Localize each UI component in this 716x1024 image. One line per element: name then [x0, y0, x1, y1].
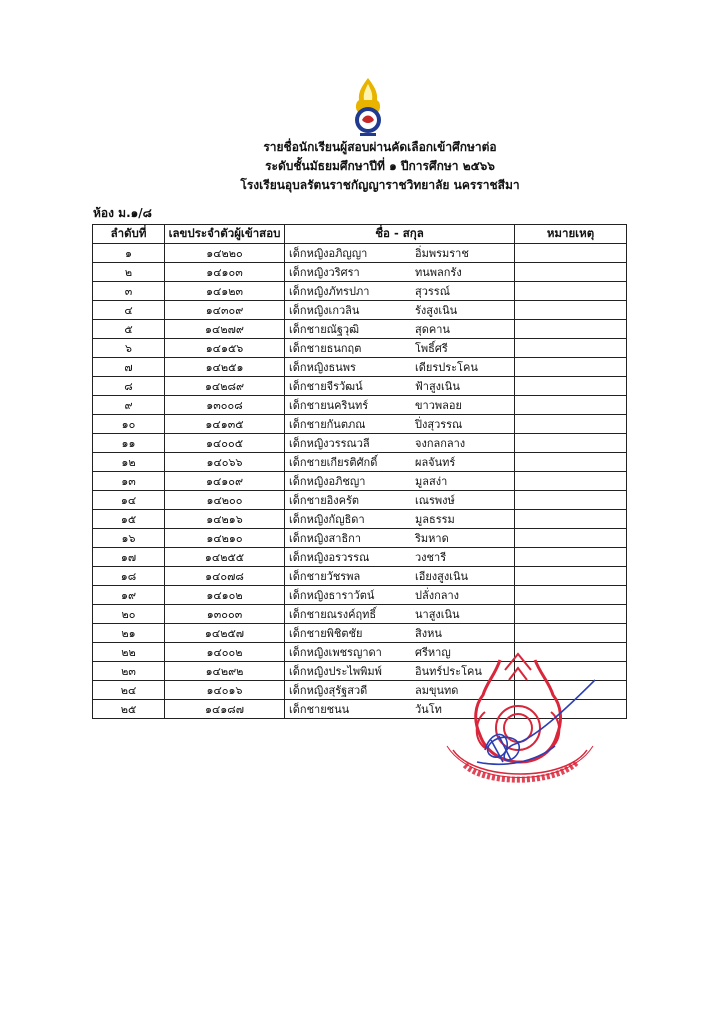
row-remark: [515, 529, 627, 548]
row-no: ๒๓: [93, 662, 165, 681]
table-row: [93, 282, 627, 301]
table-row: [93, 681, 627, 700]
row-no: ๙: [93, 396, 165, 415]
row-remark: [515, 415, 627, 434]
row-exam-id: ๑๔๒๗๙: [165, 320, 285, 339]
row-name: [285, 529, 515, 548]
row-name: [285, 662, 515, 681]
row-no: ๒๑: [93, 624, 165, 643]
table-row: [93, 529, 627, 548]
table-row: [93, 320, 627, 339]
row-name: [285, 377, 515, 396]
row-remark: [515, 681, 627, 700]
row-first-name: เด็กชายอิงครัต: [289, 494, 360, 507]
row-name: [285, 301, 515, 320]
table-row: [93, 339, 627, 358]
row-name: [285, 567, 515, 586]
row-first-name: เด็กชายนครินทร์: [289, 399, 369, 412]
row-last-name: มูลสง่า: [415, 475, 448, 488]
row-no: ๑๔: [93, 491, 165, 510]
row-remark: [515, 624, 627, 643]
row-exam-id: ๑๔๑๒๓: [165, 282, 285, 301]
row-first-name: เด็กหญิงกัญธิดา: [289, 513, 365, 526]
row-no: ๑๑: [93, 434, 165, 453]
row-first-name: เด็กหญิงวริศรา: [289, 266, 360, 279]
row-no: ๑๕: [93, 510, 165, 529]
row-exam-id: ๑๔๑๘๗: [165, 700, 285, 719]
document-title-block: [0, 138, 716, 195]
row-exam-id: ๑๔๑๐๒: [165, 586, 285, 605]
row-last-name: วันโท: [415, 703, 442, 716]
row-exam-id: ๑๔๓๐๙: [165, 301, 285, 320]
row-remark: [515, 282, 627, 301]
row-last-name: มูลธรรม: [415, 513, 455, 526]
row-name: [285, 472, 515, 491]
row-no: ๒๕: [93, 700, 165, 719]
row-first-name: เด็กหญิงสาธิกา: [289, 532, 361, 545]
row-no: ๘: [93, 377, 165, 396]
row-name: [285, 681, 515, 700]
row-no: ๕: [93, 320, 165, 339]
row-remark: [515, 263, 627, 282]
row-first-name: เด็กหญิงภัทรปภา: [289, 285, 370, 298]
row-first-name: เด็กหญิงธาราวัตน์: [289, 589, 375, 602]
row-first-name: เด็กชายชนน: [289, 703, 350, 716]
row-no: ๑๙: [93, 586, 165, 605]
row-exam-id: ๑๔๒๘๙: [165, 377, 285, 396]
row-first-name: เด็กหญิงอรวรรณ: [289, 551, 370, 564]
row-remark: [515, 605, 627, 624]
row-remark: [515, 662, 627, 681]
row-first-name: เด็กหญิงสุรัฐสวดี: [289, 684, 368, 697]
row-remark: [515, 567, 627, 586]
header-remark: หมายเหตุ: [515, 225, 627, 244]
row-remark: [515, 358, 627, 377]
row-no: ๑๘: [93, 567, 165, 586]
row-exam-id: ๑๔๐๗๘: [165, 567, 285, 586]
row-exam-id: ๑๔๒๕๑: [165, 358, 285, 377]
row-last-name: ศรีหาญ: [415, 646, 451, 659]
school-emblem-logo: [348, 76, 388, 138]
table-row: [93, 586, 627, 605]
table-row: [93, 377, 627, 396]
table-row: [93, 548, 627, 567]
row-remark: [515, 320, 627, 339]
row-exam-id: ๑๔๑๓๕: [165, 415, 285, 434]
row-remark: [515, 434, 627, 453]
row-name: [285, 358, 515, 377]
row-no: ๖: [93, 339, 165, 358]
row-remark: [515, 472, 627, 491]
row-remark: [515, 700, 627, 719]
row-no: ๔: [93, 301, 165, 320]
row-exam-id: ๑๓๐๐๓: [165, 605, 285, 624]
row-remark: [515, 339, 627, 358]
row-exam-id: ๑๔๒๕๕: [165, 548, 285, 567]
row-last-name: อิ่มพรมราช: [415, 247, 469, 260]
row-name: [285, 244, 515, 263]
row-first-name: เด็กชายณัฐวุฒิ: [289, 323, 360, 336]
row-name: [285, 282, 515, 301]
room-label: ห้อง ม.๑/๘: [93, 206, 152, 220]
row-last-name: สุดคาน: [415, 323, 450, 336]
row-last-name: ฟ้าสูงเนิน: [415, 380, 460, 393]
table-header-row: [93, 225, 627, 244]
table-row: [93, 263, 627, 282]
row-first-name: เด็กหญิงอภิชญา: [289, 475, 366, 488]
row-first-name: เด็กชายพิชิตชัย: [289, 627, 363, 640]
row-remark: [515, 396, 627, 415]
row-exam-id: ๑๔๒๑๐: [165, 529, 285, 548]
table-row: [93, 624, 627, 643]
row-last-name: ทนพลกรัง: [415, 266, 462, 279]
row-name: [285, 415, 515, 434]
student-list-table: [92, 224, 627, 719]
row-name: [285, 434, 515, 453]
row-name: [285, 586, 515, 605]
row-name: [285, 453, 515, 472]
row-remark: [515, 548, 627, 567]
row-first-name: เด็กชายณรงค์ฤทธิ์: [289, 608, 377, 621]
row-exam-id: ๑๔๒๕๗: [165, 624, 285, 643]
table-row: [93, 643, 627, 662]
row-no: ๑๖: [93, 529, 165, 548]
table-row: [93, 491, 627, 510]
row-first-name: เด็กชายเกียรติศักดิ์: [289, 456, 378, 469]
row-name: [285, 700, 515, 719]
row-last-name: ลมขุนทด: [415, 684, 459, 697]
row-exam-id: ๑๔๒๒๐: [165, 244, 285, 263]
table-row: [93, 434, 627, 453]
row-last-name: ปิ่งสุวรรณ: [415, 418, 463, 431]
row-no: ๒๔: [93, 681, 165, 700]
row-no: ๓: [93, 282, 165, 301]
row-name: [285, 624, 515, 643]
row-name: [285, 643, 515, 662]
row-remark: [515, 510, 627, 529]
row-first-name: เด็กหญิงประไพพิมพ์: [289, 665, 382, 678]
row-name: [285, 605, 515, 624]
row-remark: [515, 643, 627, 662]
row-first-name: เด็กหญิงเพชรญาดา: [289, 646, 382, 659]
row-last-name: อินทร์ประโคน: [415, 665, 482, 678]
row-last-name: เดียรประโคน: [415, 361, 478, 374]
row-last-name: นาสูงเนิน: [415, 608, 460, 621]
table-row: [93, 567, 627, 586]
table-row: [93, 510, 627, 529]
row-no: ๗: [93, 358, 165, 377]
row-no: ๑๗: [93, 548, 165, 567]
row-remark: [515, 244, 627, 263]
title-line-3: โรงเรียนอุบลรัตนราชกัญญาราชวิทยาลัย นครราชสีมา: [240, 178, 520, 192]
row-first-name: เด็กหญิงเกวลิน: [289, 304, 360, 317]
row-exam-id: ๑๔๐๖๖: [165, 453, 285, 472]
header-no: ลำดับที่: [93, 225, 165, 244]
row-first-name: เด็กชายธนกฤต: [289, 342, 362, 355]
row-last-name: รังสูงเนิน: [415, 304, 458, 317]
row-no: ๑: [93, 244, 165, 263]
row-last-name: สุวรรณ์: [415, 285, 450, 298]
row-no: ๒๐: [93, 605, 165, 624]
row-first-name: เด็กหญิงอภิญญา: [289, 247, 368, 260]
row-remark: [515, 491, 627, 510]
row-no: ๑๐: [93, 415, 165, 434]
row-name: [285, 510, 515, 529]
row-remark: [515, 453, 627, 472]
row-last-name: วงชารี: [415, 551, 447, 564]
table-row: [93, 396, 627, 415]
row-name: [285, 320, 515, 339]
table-row: [93, 415, 627, 434]
row-first-name: เด็กชายกันตภณ: [289, 418, 366, 431]
row-last-name: ขาวพลอย: [415, 399, 462, 412]
row-last-name: ผลจันทร์: [415, 456, 456, 469]
row-last-name: จงกลกลาง: [415, 437, 466, 450]
table-row: [93, 605, 627, 624]
row-exam-id: ๑๔๒๙๒: [165, 662, 285, 681]
row-no: ๑๓: [93, 472, 165, 491]
row-last-name: เอียงสูงเนิน: [415, 570, 469, 583]
row-last-name: ปลั่งกลาง: [415, 589, 460, 602]
row-exam-id: ๑๔๐๐๒: [165, 643, 285, 662]
row-first-name: เด็กหญิงธนพร: [289, 361, 356, 374]
table-row: [93, 301, 627, 320]
row-first-name: เด็กชายจีรวัฒน์: [289, 380, 363, 393]
row-exam-id: ๑๔๐๑๖: [165, 681, 285, 700]
row-exam-id: ๑๓๐๐๘: [165, 396, 285, 415]
table-row: [93, 472, 627, 491]
row-no: ๒: [93, 263, 165, 282]
row-last-name: ริมหาด: [415, 532, 449, 545]
row-exam-id: ๑๔๒๑๖: [165, 510, 285, 529]
row-name: [285, 396, 515, 415]
row-first-name: เด็กหญิงวรรณวลี: [289, 437, 370, 450]
row-name: [285, 339, 515, 358]
row-remark: [515, 586, 627, 605]
row-last-name: สิงหน: [415, 627, 442, 640]
row-exam-id: ๑๔๒๐๐: [165, 491, 285, 510]
row-exam-id: ๑๔๑๐๓: [165, 263, 285, 282]
title-line-1: รายชื่อนักเรียนผู้สอบผ่านคัดเลือกเข้าศึกษาต่อ: [263, 140, 497, 154]
row-remark: [515, 377, 627, 396]
table-row: [93, 700, 627, 719]
row-name: [285, 263, 515, 282]
row-no: ๒๒: [93, 643, 165, 662]
header-exam-id: เลขประจำตัวผู้เข้าสอบ: [165, 225, 285, 244]
row-first-name: เด็กชายวัชรพล: [289, 570, 361, 583]
row-exam-id: ๑๔๑๐๙: [165, 472, 285, 491]
header-name: ชื่อ - สกุล: [285, 225, 515, 244]
row-last-name: เณรพงษ์: [415, 494, 455, 507]
row-remark: [515, 301, 627, 320]
row-name: [285, 491, 515, 510]
table-row: [93, 662, 627, 681]
table-row: [93, 358, 627, 377]
row-no: ๑๒: [93, 453, 165, 472]
row-exam-id: ๑๔๐๐๕: [165, 434, 285, 453]
title-line-2: ระดับชั้นมัธยมศึกษาปีที่ ๑ ปีการศึกษา ๒๕๖๖: [265, 159, 495, 173]
table-row: [93, 244, 627, 263]
row-name: [285, 548, 515, 567]
row-last-name: โพธิ์ศรี: [415, 342, 448, 355]
row-exam-id: ๑๔๑๕๖: [165, 339, 285, 358]
table-row: [93, 453, 627, 472]
